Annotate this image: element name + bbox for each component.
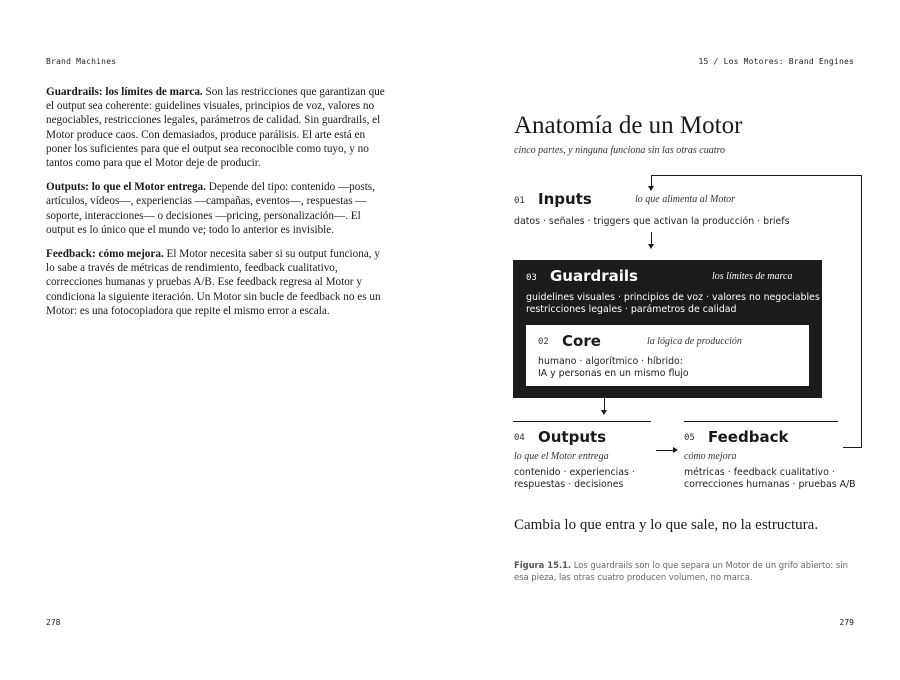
paragraph-guardrails: [46, 85, 386, 170]
caption-text: Los guardrails son lo que separa un Motor de un grifo abierto: sin esa pieza, las otras cuatro producen volumen, no marca.: [514, 560, 848, 582]
guardrails-description-line-2: restricciones legales · parámetros de calidad: [526, 304, 737, 315]
outputs-rule: [513, 421, 651, 422]
running-head-left: Brand Machines: [46, 57, 117, 66]
connector-line: [656, 450, 674, 451]
core-title: Core: [562, 332, 601, 350]
outputs-description-line-2: respuestas · decisiones: [514, 479, 624, 490]
core-tagline: la lógica de producción: [647, 336, 742, 347]
paragraph-feedback: [46, 247, 386, 318]
guardrails-tagline: los límites de marca: [712, 271, 793, 282]
paragraph-heading: Outputs: lo que el Motor entrega.: [46, 181, 206, 194]
inputs-description: datos · señales · triggers que activan la producción · briefs: [514, 216, 790, 227]
inputs-title: Inputs: [538, 190, 592, 208]
feedback-loop-bottom-line: [843, 447, 862, 448]
arrow-right-icon: [673, 447, 678, 453]
connector-line: [651, 232, 652, 244]
paragraph-outputs: [46, 180, 386, 237]
inputs-number: 01: [514, 196, 525, 206]
arrow-down-icon: [648, 244, 654, 249]
outputs-tagline: lo que el Motor entrega: [514, 451, 609, 462]
guardrails-number: 03: [526, 273, 537, 283]
arrow-down-icon: [648, 186, 654, 191]
feedback-description-line-2: correcciones humanas · pruebas A/B: [684, 479, 856, 490]
core-number: 02: [538, 337, 549, 347]
feedback-loop-top-line: [651, 175, 862, 176]
core-description-line-2: IA y personas en un mismo flujo: [538, 368, 689, 379]
outputs-description-line-1: contenido · experiencias ·: [514, 467, 635, 478]
folio-right: 279: [839, 618, 854, 627]
running-head-right: 15 / Los Motores: Brand Engines: [698, 57, 854, 66]
guardrails-title: Guardrails: [550, 267, 638, 285]
feedback-loop-right-line: [861, 175, 862, 448]
figure-subtitle: cinco partes, y ninguna funciona sin las otras cuatro: [514, 145, 726, 156]
paragraph-body: Depende del tipo: contenido —posts, artículos, vídeos—, experiencias —campañas, eventos—, respuestas —soporte, interacciones— o decisiones —pricing, personalización—. El output es lo único que el mundo ve; todo lo anterior es invisible.: [46, 181, 375, 236]
outputs-number: 04: [514, 433, 525, 443]
feedback-rule: [684, 421, 838, 422]
core-description-line-1: humano · algorítmico · híbrido:: [538, 356, 683, 367]
connector-line: [604, 398, 605, 410]
caption-label: Figura 15.1.: [514, 560, 572, 570]
outputs-title: Outputs: [538, 428, 607, 446]
paragraph-body: Son las restricciones que garantizan que el output sea coherente: guidelines visuales, principios de voz, valores no negociables, restricciones legales, parámetros de calidad. Sin guardrails, el Motor produce caos. Con demasiados, produce parálisis. El arte está en poner los suficientes para que el output sea reconocible como tuyo, y no tantos como para que el Motor deje de producir.: [46, 86, 385, 170]
figure-caption: [514, 560, 854, 583]
inputs-tagline: lo que alimenta al Motor: [635, 194, 735, 205]
guardrails-description-line-1: guidelines visuales · principios de voz · valores no negociables ·: [526, 292, 826, 303]
paragraph-heading: Guardrails: los límites de marca.: [46, 86, 203, 98]
arrow-down-icon: [601, 410, 607, 415]
figure-closing-line: Cambia lo que entra y lo que sale, no la estructura.: [514, 517, 819, 533]
feedback-number: 05: [684, 433, 695, 443]
feedback-tagline: cómo mejora: [684, 451, 737, 462]
folio-left: 278: [46, 618, 61, 627]
paragraph-heading: Feedback: cómo mejora.: [46, 248, 164, 261]
paragraph-body: El Motor necesita saber si su output funciona, y lo sabe a través de métricas de rendimiento, feedback cualitativo, correcciones humanas y pruebas A/B. Ese feedback regresa al Motor y condiciona la siguiente iteración. Un Motor sin bucle de feedback no es un Motor: es una fotocopiadora que repite el mismo error a escala.: [46, 248, 381, 317]
body-text-column: [46, 85, 386, 328]
feedback-title: Feedback: [708, 428, 789, 446]
figure-title: Anatomía de un Motor: [514, 112, 743, 139]
feedback-description-line-1: métricas · feedback cualitativo ·: [684, 467, 835, 478]
